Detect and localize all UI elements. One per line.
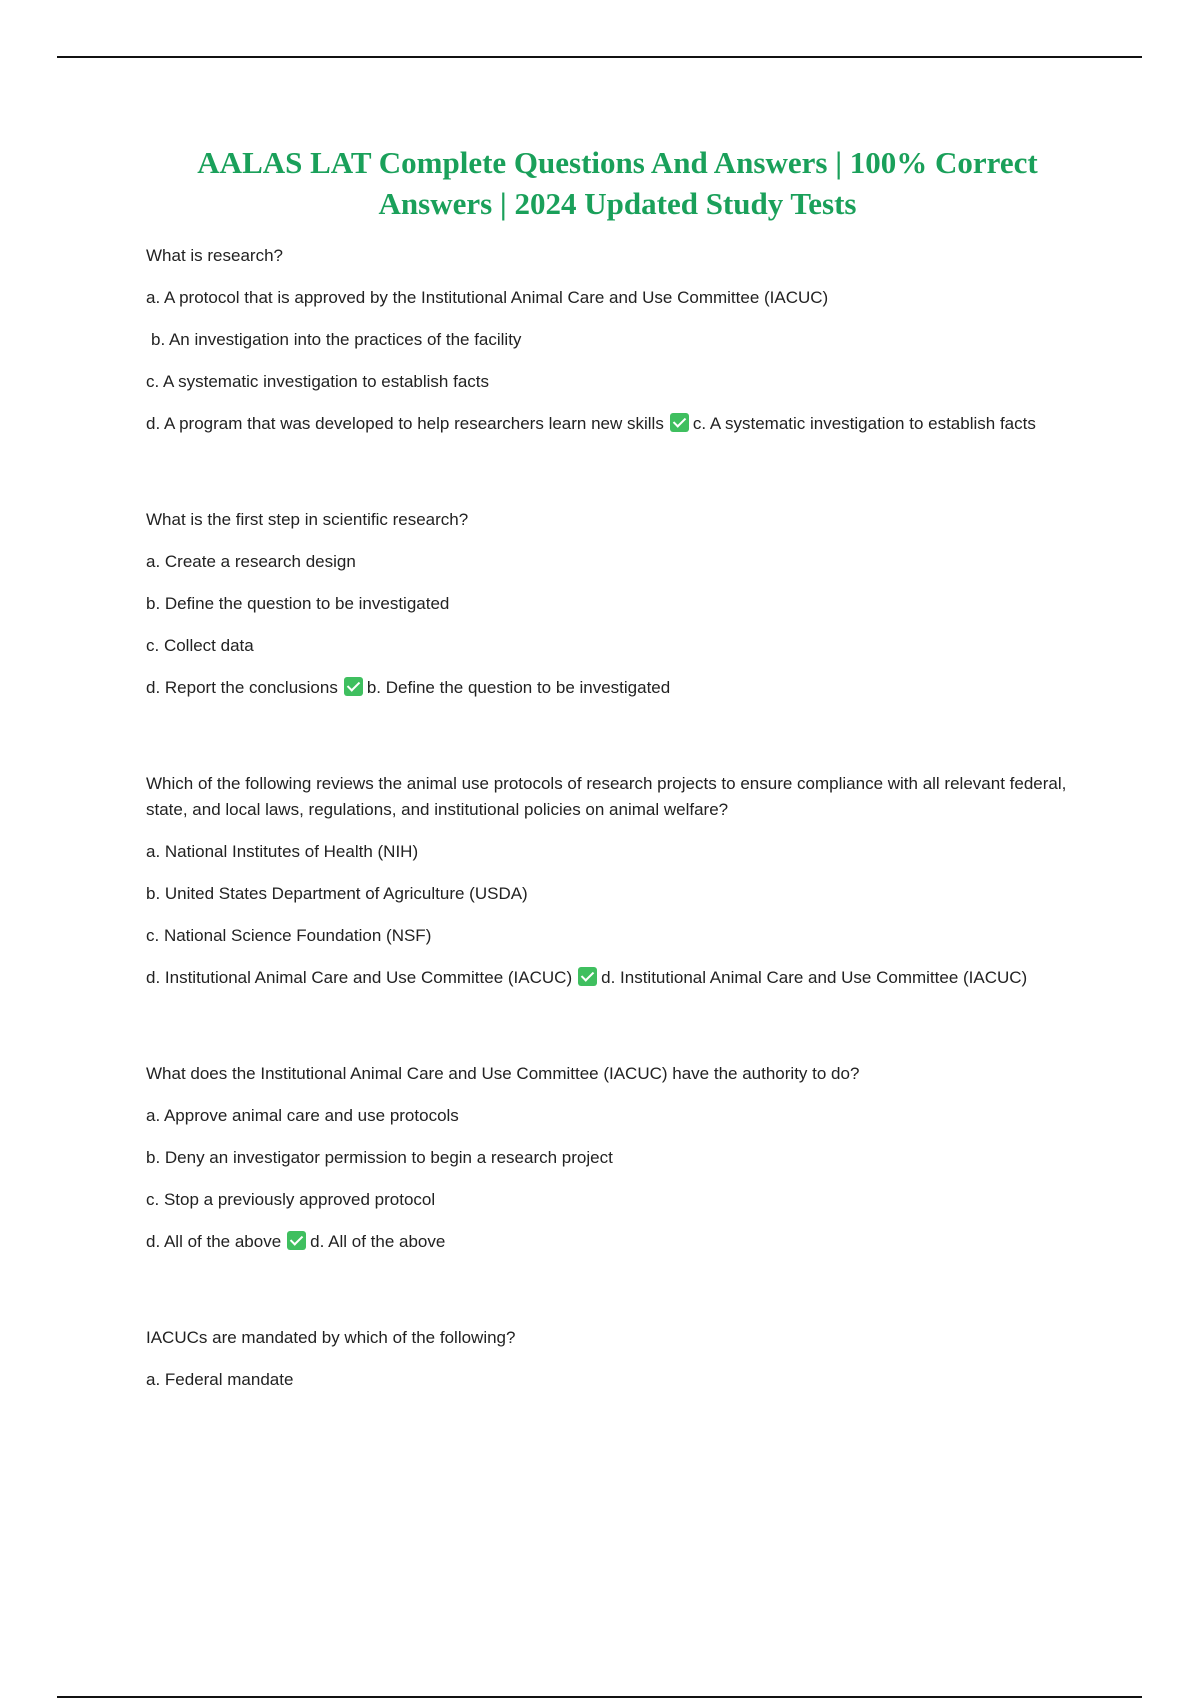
option-b: b. Define the question to be investigated (146, 594, 450, 613)
question-block (146, 243, 1096, 437)
option-a: a. Create a research design (146, 552, 356, 571)
option-d: d. Report the conclusions (146, 678, 338, 697)
title-line-1: AALAS LAT Complete Questions And Answers | 100% Correct (197, 145, 1038, 180)
option-c: c. A systematic investigation to establish facts (146, 372, 489, 391)
option-c: c. National Science Foundation (NSF) (146, 926, 432, 945)
option-d: d. Institutional Animal Care and Use Committee (IACUC) (146, 968, 573, 987)
top-rule (57, 56, 1142, 58)
option-d-with-answer (146, 411, 1096, 437)
question-block (146, 1325, 1096, 1393)
question-text: IACUCs are mandated by which of the following? (146, 1328, 516, 1347)
option-b: b. United States Department of Agriculture (USDA) (146, 884, 528, 903)
option-a: a. Approve animal care and use protocols (146, 1106, 459, 1125)
title-line-2: Answers | 2024 Updated Study Tests (378, 186, 857, 221)
question-text: What does the Institutional Animal Care and Use Committee (IACUC) have the authority to do? (146, 1064, 860, 1083)
option-b: b. An investigation into the practices of the facility (151, 330, 522, 349)
correct-answer: b. Define the question to be investigated (366, 678, 671, 697)
correct-answer: d. All of the above (310, 1232, 446, 1251)
option-a: a. National Institutes of Health (NIH) (146, 842, 419, 861)
question-list (146, 243, 1096, 1409)
question-block (146, 1061, 1096, 1255)
check-box-icon (287, 1231, 306, 1250)
page-title (150, 142, 1085, 224)
option-d-with-answer (146, 675, 1096, 701)
question-text: Which of the following reviews the animal use protocols of research projects to ensure compliance with all relevant federal, state, and local laws, regulations, and institutional policies on animal welfare? (146, 774, 1067, 819)
option-a: a. A protocol that is approved by the Institutional Animal Care and Use Committee (IACUC) (146, 288, 829, 307)
option-d: d. A program that was developed to help researchers learn new skills (146, 414, 664, 433)
question-text: What is research? (146, 246, 283, 265)
check-box-icon (670, 413, 689, 432)
question-text: What is the first step in scientific research? (146, 510, 469, 529)
option-d: d. All of the above (146, 1232, 282, 1251)
correct-answer: c. A systematic investigation to establish facts (692, 414, 1036, 433)
question-block (146, 507, 1096, 701)
question-block (146, 771, 1096, 991)
check-box-icon (344, 677, 363, 696)
correct-answer: d. Institutional Animal Care and Use Committee (IACUC) (601, 968, 1028, 987)
option-a: a. Federal mandate (146, 1370, 294, 1389)
option-c: c. Stop a previously approved protocol (146, 1190, 436, 1209)
check-box-icon (578, 967, 597, 986)
option-c: c. Collect data (146, 636, 254, 655)
bottom-rule (57, 1696, 1142, 1698)
option-b: b. Deny an investigator permission to begin a research project (146, 1148, 613, 1167)
option-d-with-answer (146, 1229, 1096, 1255)
option-d-with-answer (146, 965, 1096, 991)
